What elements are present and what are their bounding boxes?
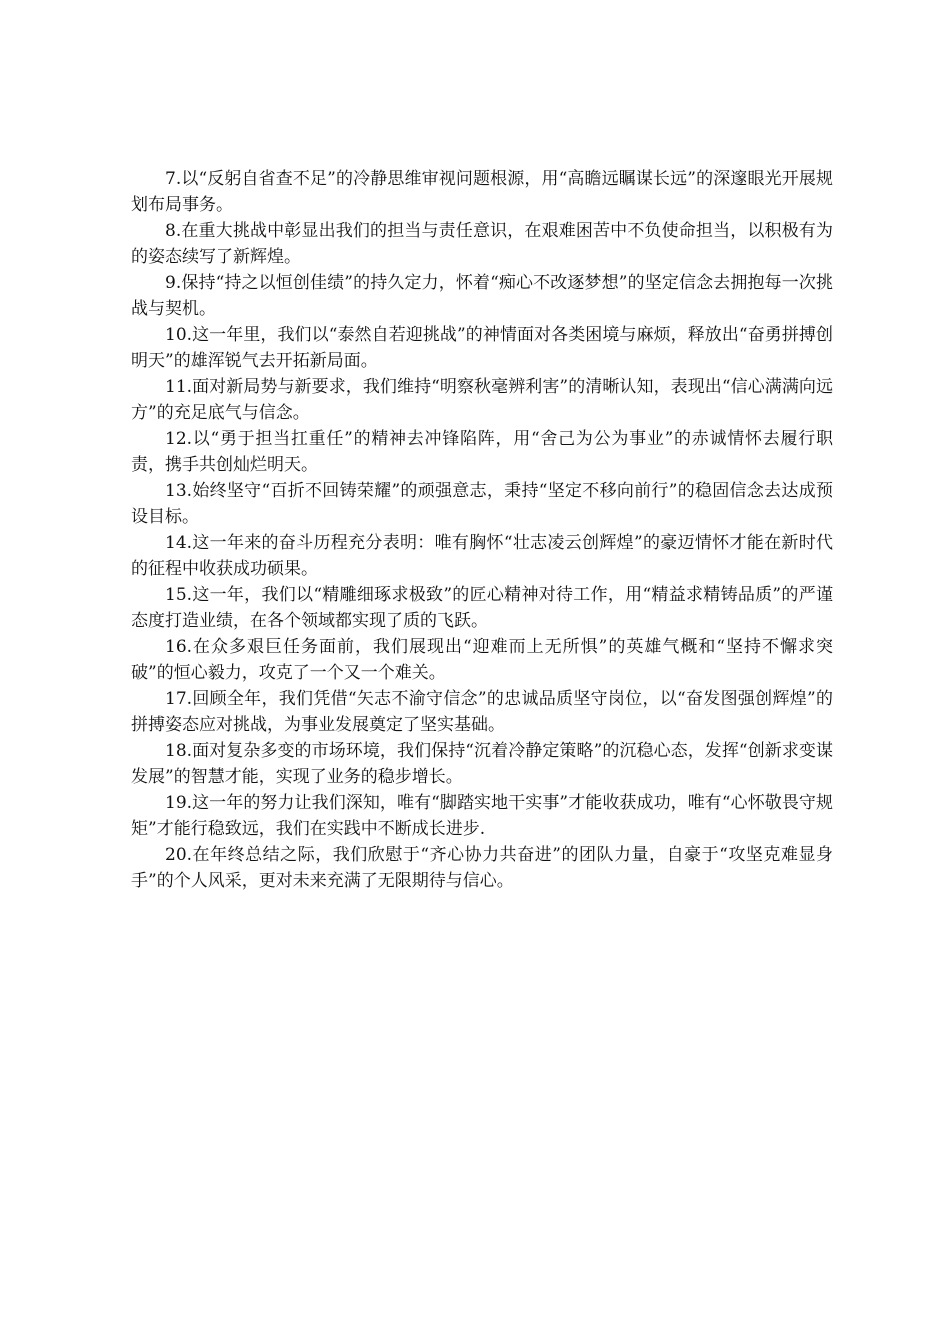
paragraph-12: 12.以“勇于担当扛重任”的精神去冲锋陷阵，用“舍己为公为事业”的赤诚情怀去履行职责，携手共创灿烂明天。 xyxy=(131,429,833,475)
paragraph-15: 15.这一年，我们以“精雕细琢求极致”的匠心精神对待工作，用“精益求精铸品质”的严谨态度打造业绩，在各个领域都实现了质的飞跃。 xyxy=(131,585,833,631)
paragraph-11: 11.面对新局势与新要求，我们维持“明察秋毫辨利害”的清晰认知，表现出“信心满满向远方”的充足底气与信念。 xyxy=(131,377,833,423)
paragraph-14: 14.这一年来的奋斗历程充分表明：唯有胸怀“壮志凌云创辉煌”的豪迈情怀才能在新时代的征程中收获成功硕果。 xyxy=(131,533,833,579)
document-body xyxy=(131,166,833,894)
paragraph-17: 17.回顾全年，我们凭借“矢志不渝守信念”的忠诚品质坚守岗位，以“奋发图强创辉煌”的拼搏姿态应对挑战，为事业发展奠定了坚实基础。 xyxy=(131,689,833,735)
paragraph-18: 18.面对复杂多变的市场环境，我们保持“沉着冷静定策略”的沉稳心态，发挥“创新求变谋发展”的智慧才能，实现了业务的稳步增长。 xyxy=(131,741,833,787)
paragraph-20: 20.在年终总结之际，我们欣慰于“齐心协力共奋进”的团队力量，自豪于“攻坚克难显身手”的个人风采，更对未来充满了无限期待与信心。 xyxy=(131,845,833,891)
paragraph-7: 7.以“反躬自省查不足”的冷静思维审视问题根源，用“高瞻远瞩谋长远”的深邃眼光开展规划布局事务。 xyxy=(131,169,833,215)
paragraph-8: 8.在重大挑战中彰显出我们的担当与责任意识，在艰难困苦中不负使命担当，以积极有为的姿态续写了新辉煌。 xyxy=(131,221,833,267)
paragraph-10: 10.这一年里，我们以“泰然自若迎挑战”的神情面对各类困境与麻烦，释放出“奋勇拼搏创明天”的雄浑锐气去开拓新局面。 xyxy=(131,325,833,371)
paragraph-16: 16.在众多艰巨任务面前，我们展现出“迎难而上无所惧”的英雄气概和“坚持不懈求突破”的恒心毅力，攻克了一个又一个难关。 xyxy=(131,637,833,683)
paragraph-19: 19.这一年的努力让我们深知，唯有“脚踏实地干实事”才能收获成功，唯有“心怀敬畏守规矩”才能行稳致远，我们在实践中不断成长进步. xyxy=(131,793,833,839)
paragraph-13: 13.始终坚守“百折不回铸荣耀”的顽强意志，秉持“坚定不移向前行”的稳固信念去达成预设目标。 xyxy=(131,481,833,527)
paragraph-9: 9.保持“持之以恒创佳绩”的持久定力，怀着“痴心不改逐梦想”的坚定信念去拥抱每一次挑战与契机。 xyxy=(131,273,833,319)
